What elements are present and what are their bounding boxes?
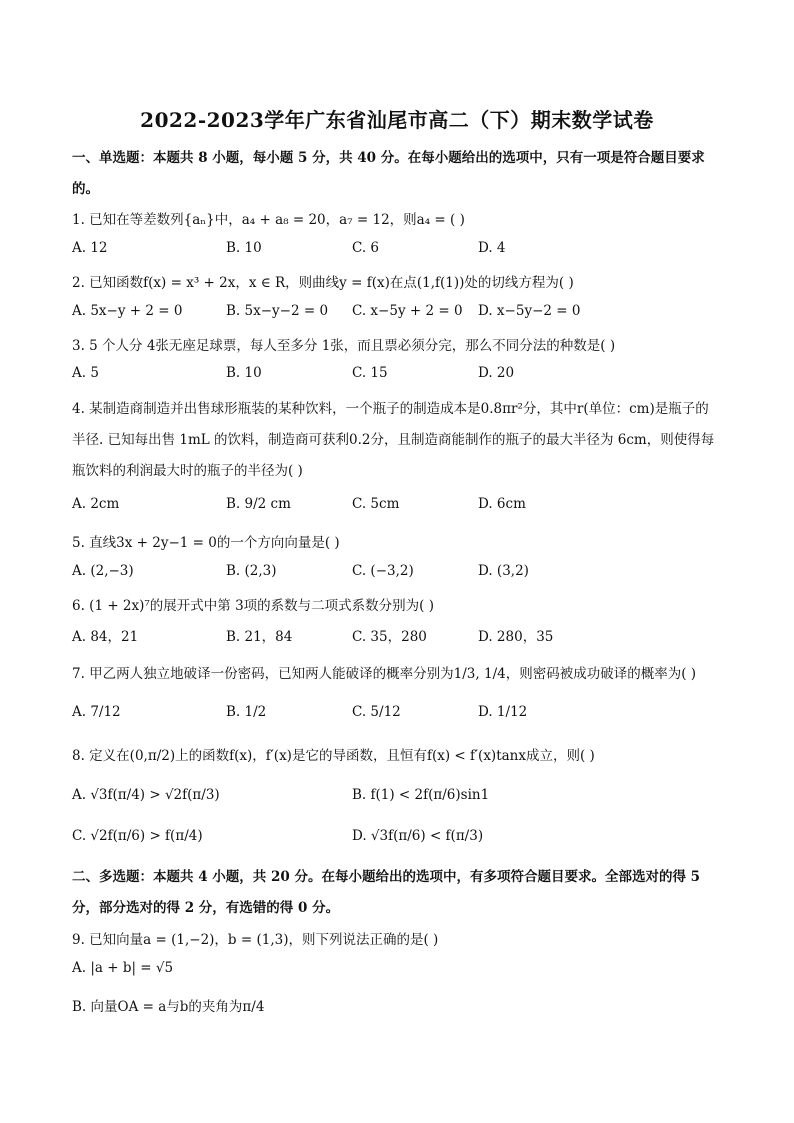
- q5-stem: 5. 直线3x + 2y−1 = 0的一个方向向量是( ): [72, 535, 340, 551]
- q4-option-d: D. 6cm: [478, 496, 526, 512]
- page-title: 2022-2023学年广东省汕尾市高二（下）期末数学试卷: [140, 108, 654, 132]
- q2-option-c: C. x−5y + 2 = 0: [352, 303, 463, 319]
- q5-option-d: D. (3,2): [478, 563, 529, 579]
- q6-option-d: D. 280，35: [478, 629, 554, 645]
- q5-option-b: B. (2,3): [226, 563, 277, 579]
- q2-option-d: D. x−5y−2 = 0: [478, 303, 581, 319]
- q1-option-b: B. 10: [226, 240, 262, 256]
- q6-stem: 6. (1 + 2x)⁷的展开式中第 3项的系数与二项式系数分别为( ): [72, 598, 435, 614]
- q8-option-c: C. √2f(π/6) > f(π/4): [72, 828, 203, 844]
- q9-option-b: B. 向量OA = a与b的夹角为π/4: [72, 999, 265, 1015]
- q9-option-a: A. |a + b| = √5: [72, 960, 174, 976]
- q6-option-b: B. 21，84: [226, 629, 293, 645]
- q8-option-d: D. √3f(π/6) < f(π/3): [352, 828, 484, 844]
- q9-stem: 9. 已知向量a = (1,−2)，b = (1,3)，则下列说法正确的是( ): [72, 932, 439, 948]
- section1-heading-line1: 一、单选题：本题共 8 小题，每小题 5 分，共 40 分。在每小题给出的选项中，只有一项是符合题目要求: [72, 150, 705, 166]
- section1-heading-line2: 的。: [72, 181, 99, 197]
- q8-stem: 8. 定义在(0,π/2)上的函数f(x)，f′(x)是它的导函数，且恒有f(x) < f′(x)tanx成立，则( ): [72, 748, 595, 764]
- q4-option-a: A. 2cm: [72, 496, 120, 512]
- q6-option-c: C. 35，280: [352, 629, 427, 645]
- q1-stem: 1. 已知在等差数列{aₙ}中，a₄ + a₈ = 20，a₇ = 12，则a₄ = ( ): [72, 212, 465, 228]
- q2-option-a: A. 5x−y + 2 = 0: [72, 303, 183, 319]
- q4-option-b: B. 9/2 cm: [226, 496, 291, 512]
- section2-heading-line1: 二、多选题：本题共 4 小题，共 20 分。在每小题给出的选项中，有多项符合题目要求。全部选对的得 5: [72, 869, 701, 885]
- q1-option-a: A. 12: [72, 240, 108, 256]
- q3-option-d: D. 20: [478, 365, 515, 381]
- q5-option-c: C. (−3,2): [352, 563, 414, 579]
- q1-option-c: C. 6: [352, 240, 380, 256]
- q2-option-b: B. 5x−y−2 = 0: [226, 303, 329, 319]
- q7-option-d: D. 1/12: [478, 704, 528, 720]
- q3-option-a: A. 5: [72, 365, 99, 381]
- q7-option-b: B. 1/2: [226, 704, 267, 720]
- q4-stem-line2: 半径. 已知每出售 1mL 的饮料，制造商可获利0.2分，且制造商能制作的瓶子的最大半径为 6cm，则使得每: [72, 432, 715, 448]
- q1-option-d: D. 4: [478, 240, 506, 256]
- q3-option-c: C. 15: [352, 365, 388, 381]
- q4-stem-line3: 瓶饮料的利润最大时的瓶子的半径为( ): [72, 463, 303, 479]
- q3-stem: 3. 5 个人分 4张无座足球票，每人至多分 1张，而且票必须分完，那么不同分法的种数是( ): [72, 338, 616, 354]
- section2-heading-line2: 分，部分选对的得 2 分，有选错的得 0 分。: [72, 900, 340, 916]
- q3-option-b: B. 10: [226, 365, 262, 381]
- q6-option-a: A. 84，21: [72, 629, 139, 645]
- q7-option-a: A. 7/12: [72, 704, 121, 720]
- q8-option-a: A. √3f(π/4) > √2f(π/3): [72, 787, 220, 803]
- q2-stem: 2. 已知函数f(x) = x³ + 2x，x ∈ R，则曲线y = f(x)在点(1,f(1))处的切线方程为( ): [72, 275, 574, 291]
- q5-option-a: A. (2,−3): [72, 563, 134, 579]
- q8-option-b: B. f(1) < 2f(π/6)sin1: [352, 787, 490, 803]
- q7-stem: 7. 甲乙两人独立地破译一份密码，已知两人能破译的概率分别为1/3, 1/4，则密码被成功破译的概率为( ): [72, 666, 697, 682]
- q4-stem-line1: 4. 某制造商制造并出售球形瓶装的某种饮料，一个瓶子的制造成本是0.8πr²分，其中r(单位：cm)是瓶子的: [72, 401, 709, 417]
- q4-option-c: C. 5cm: [352, 496, 400, 512]
- q7-option-c: C. 5/12: [352, 704, 401, 720]
